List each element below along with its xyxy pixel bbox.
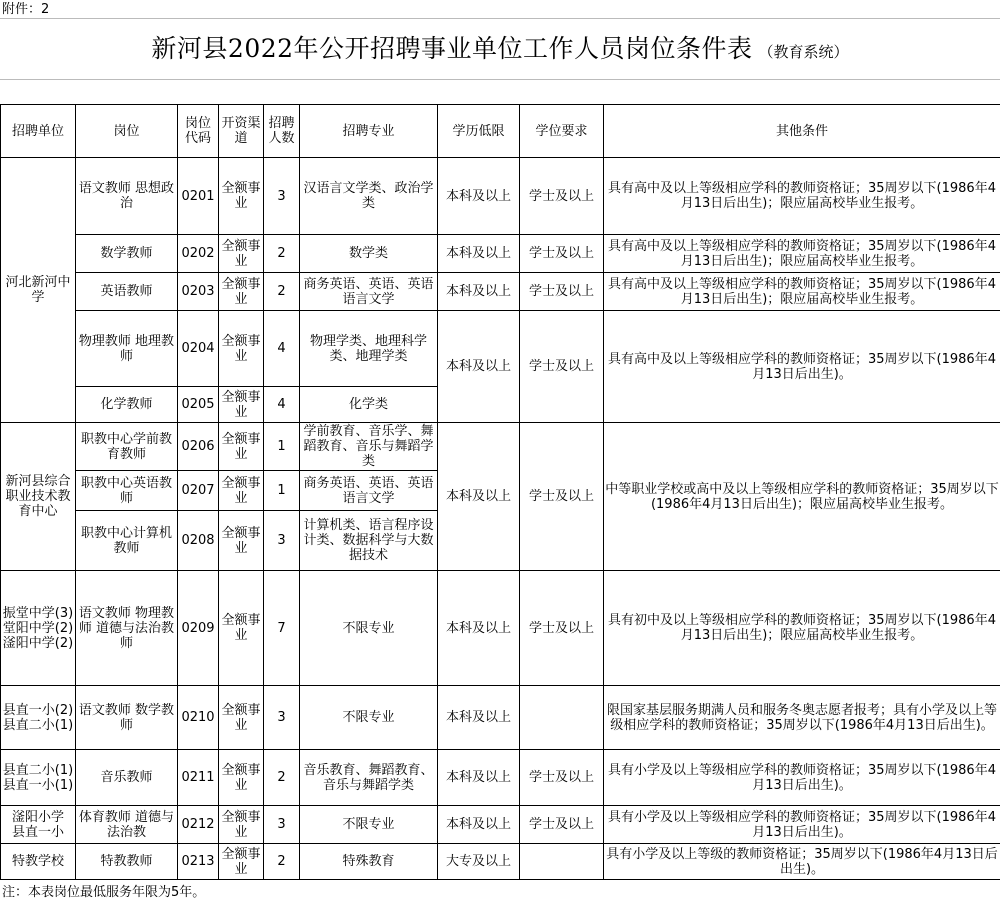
education-cell: 本科及以上 — [438, 571, 520, 686]
header-code: 岗位代码 — [178, 105, 219, 158]
fund-cell: 全额事业 — [219, 273, 264, 311]
code-cell: 0209 — [178, 571, 219, 686]
position-cell: 物理教师 地理教师 — [76, 311, 178, 387]
major-cell: 不限专业 — [300, 806, 438, 844]
table-row — [1, 423, 1000, 471]
degree-cell: 学士及以上 — [520, 571, 604, 686]
position-cell: 语文教师 数学教师 — [76, 686, 178, 750]
code-cell: 0204 — [178, 311, 219, 387]
page-title — [0, 18, 1000, 80]
unit-cell: 河北新河中学 — [1, 158, 76, 423]
count-cell: 4 — [264, 311, 300, 387]
major-cell: 计算机类、语言程序设计类、数据科学与大数据技术 — [300, 511, 438, 571]
table-row — [1, 273, 1000, 311]
other-cell: 具有高中及以上等级相应学科的教师资格证；35周岁以下(1986年4月13日后出生)；限应届高校毕业生报考。 — [604, 235, 1000, 273]
major-cell: 不限专业 — [300, 571, 438, 686]
fund-cell: 全额事业 — [219, 158, 264, 235]
position-table — [0, 104, 1000, 880]
position-cell: 职教中心计算机教师 — [76, 511, 178, 571]
other-cell: 具有小学及以上等级相应学科的教师资格证；35周岁以下(1986年4月13日后出生)。 — [604, 806, 1000, 844]
position-cell: 音乐教师 — [76, 750, 178, 806]
major-cell: 物理学类、地理科学类、地理学类 — [300, 311, 438, 387]
position-cell: 特教教师 — [76, 844, 178, 880]
degree-cell: 学士及以上 — [520, 158, 604, 235]
unit-name: 县直二小(1) — [2, 762, 74, 778]
count-cell: 2 — [264, 750, 300, 806]
code-cell: 0203 — [178, 273, 219, 311]
position-cell: 语文教师 思想政治 — [76, 158, 178, 235]
title-main: 新河县2022年公开招聘事业单位工作人员岗位条件表 — [151, 34, 753, 63]
other-cell: 具有小学及以上等级相应学科的教师资格证；35周岁以下(1986年4月13日后出生)。 — [604, 750, 1000, 806]
fund-cell: 全额事业 — [219, 750, 264, 806]
degree-cell — [520, 844, 604, 880]
position-cell: 英语教师 — [76, 273, 178, 311]
major-cell: 不限专业 — [300, 686, 438, 750]
count-cell: 2 — [264, 235, 300, 273]
major-cell: 音乐教育、舞蹈教育、音乐与舞蹈学类 — [300, 750, 438, 806]
unit-name: 滏阳中学(2) — [2, 635, 74, 651]
code-cell: 0206 — [178, 423, 219, 471]
unit-name: 县直一小(1) — [2, 777, 74, 793]
degree-cell — [520, 686, 604, 750]
major-cell: 汉语言文学类、政治学类 — [300, 158, 438, 235]
major-cell: 化学类 — [300, 387, 438, 423]
table-row — [1, 571, 1000, 686]
degree-cell: 学士及以上 — [520, 235, 604, 273]
code-cell: 0202 — [178, 235, 219, 273]
education-cell: 本科及以上 — [438, 158, 520, 235]
code-cell: 0213 — [178, 844, 219, 880]
degree-cell: 学士及以上 — [520, 806, 604, 844]
major-cell: 特殊教育 — [300, 844, 438, 880]
position-cell: 化学教师 — [76, 387, 178, 423]
unit-name: 县直一小 — [11, 824, 64, 840]
fund-cell: 全额事业 — [219, 511, 264, 571]
header-position: 岗位 — [76, 105, 178, 158]
education-cell: 本科及以上 — [438, 750, 520, 806]
unit-cell — [1, 750, 76, 806]
count-cell: 2 — [264, 273, 300, 311]
code-cell: 0207 — [178, 471, 219, 511]
other-cell: 限国家基层服务期满人员和服务冬奥志愿者报考；具有小学及以上等级相应学科的教师资格证；35周岁以下(1986年4月13日后出生)。 — [604, 686, 1000, 750]
position-cell: 语文教师 物理教师 道德与法治教师 — [76, 571, 178, 686]
code-cell: 0212 — [178, 806, 219, 844]
count-cell: 1 — [264, 471, 300, 511]
education-cell: 本科及以上 — [438, 806, 520, 844]
code-cell: 0210 — [178, 686, 219, 750]
footnote: 注：本表岗位最低服务年限为5年。 — [2, 885, 206, 900]
unit-cell — [1, 806, 76, 844]
table-header-row — [1, 105, 1000, 158]
other-cell: 具有高中及以上等级相应学科的教师资格证；35周岁以下(1986年4月13日后出生)；限应届高校毕业生报考。 — [604, 273, 1000, 311]
education-cell: 本科及以上 — [438, 423, 520, 571]
unit-name: 县直一小(2) — [2, 702, 74, 718]
code-cell: 0201 — [178, 158, 219, 235]
fund-cell: 全额事业 — [219, 844, 264, 880]
table-row — [1, 844, 1000, 880]
count-cell: 3 — [264, 158, 300, 235]
unit-name: 振堂中学(3) — [2, 605, 74, 621]
degree-cell: 学士及以上 — [520, 273, 604, 311]
other-cell: 具有高中及以上等级相应学科的教师资格证；35周岁以下(1986年4月13日后出生)。 — [604, 311, 1000, 423]
count-cell: 2 — [264, 844, 300, 880]
fund-cell: 全额事业 — [219, 571, 264, 686]
major-cell: 商务英语、英语、英语语言文学 — [300, 471, 438, 511]
attachment-label: 附件：2 — [2, 2, 50, 17]
fund-cell: 全额事业 — [219, 235, 264, 273]
count-cell: 3 — [264, 806, 300, 844]
other-cell: 中等职业学校或高中及以上等级相应学科的教师资格证；35周岁以下(1986年4月13日后出生)；限应届高校毕业生报考。 — [604, 423, 1000, 571]
other-cell: 具有小学及以上等级的教师资格证；35周岁以下(1986年4月13日后出生)。 — [604, 844, 1000, 880]
education-cell: 大专及以上 — [438, 844, 520, 880]
header-fund: 开资渠道 — [219, 105, 264, 158]
fund-cell: 全额事业 — [219, 471, 264, 511]
fund-cell: 全额事业 — [219, 423, 264, 471]
unit-cell — [1, 571, 76, 686]
fund-cell: 全额事业 — [219, 806, 264, 844]
position-cell: 职教中心英语教师 — [76, 471, 178, 511]
spacer-row — [0, 79, 1000, 105]
table-row — [1, 750, 1000, 806]
major-cell: 学前教育、音乐学、舞蹈教育、音乐与舞蹈学类 — [300, 423, 438, 471]
unit-cell — [1, 686, 76, 750]
header-major: 招聘专业 — [300, 105, 438, 158]
table-row — [1, 158, 1000, 235]
code-cell: 0211 — [178, 750, 219, 806]
header-degree: 学位要求 — [520, 105, 604, 158]
position-cell: 体育教师 道德与法治教 — [76, 806, 178, 844]
unit-cell: 新河县综合职业技术教育中心 — [1, 423, 76, 571]
education-cell: 本科及以上 — [438, 235, 520, 273]
fund-cell: 全额事业 — [219, 387, 264, 423]
education-cell: 本科及以上 — [438, 686, 520, 750]
education-cell: 本科及以上 — [438, 311, 520, 423]
major-cell: 数学类 — [300, 235, 438, 273]
other-cell: 具有初中及以上等级相应学科的教师资格证；35周岁以下(1986年4月13日后出生)；限应届高校毕业生报考。 — [604, 571, 1000, 686]
unit-name: 堂阳中学(2) — [2, 620, 74, 636]
unit-name: 滏阳小学 — [11, 809, 64, 825]
count-cell: 4 — [264, 387, 300, 423]
count-cell: 3 — [264, 686, 300, 750]
header-count: 招聘人数 — [264, 105, 300, 158]
major-cell: 商务英语、英语、英语语言文学 — [300, 273, 438, 311]
fund-cell: 全额事业 — [219, 686, 264, 750]
count-cell: 7 — [264, 571, 300, 686]
position-cell: 职教中心学前教育教师 — [76, 423, 178, 471]
degree-cell: 学士及以上 — [520, 750, 604, 806]
header-unit: 招聘单位 — [1, 105, 76, 158]
education-cell: 本科及以上 — [438, 273, 520, 311]
fund-cell: 全额事业 — [219, 311, 264, 387]
table-row — [1, 235, 1000, 273]
degree-cell: 学士及以上 — [520, 423, 604, 571]
header-other: 其他条件 — [604, 105, 1000, 158]
table-row — [1, 806, 1000, 844]
degree-cell: 学士及以上 — [520, 311, 604, 423]
count-cell: 1 — [264, 423, 300, 471]
unit-cell: 特教学校 — [1, 844, 76, 880]
title-subtitle: （教育系统） — [758, 43, 849, 61]
other-cell: 具有高中及以上等级相应学科的教师资格证；35周岁以下(1986年4月13日后出生)；限应届高校毕业生报考。 — [604, 158, 1000, 235]
unit-name: 县直二小(1) — [2, 717, 74, 733]
table-row — [1, 686, 1000, 750]
count-cell: 3 — [264, 511, 300, 571]
header-education: 学历低限 — [438, 105, 520, 158]
table-row — [1, 311, 1000, 387]
position-cell: 数学教师 — [76, 235, 178, 273]
code-cell: 0205 — [178, 387, 219, 423]
code-cell: 0208 — [178, 511, 219, 571]
